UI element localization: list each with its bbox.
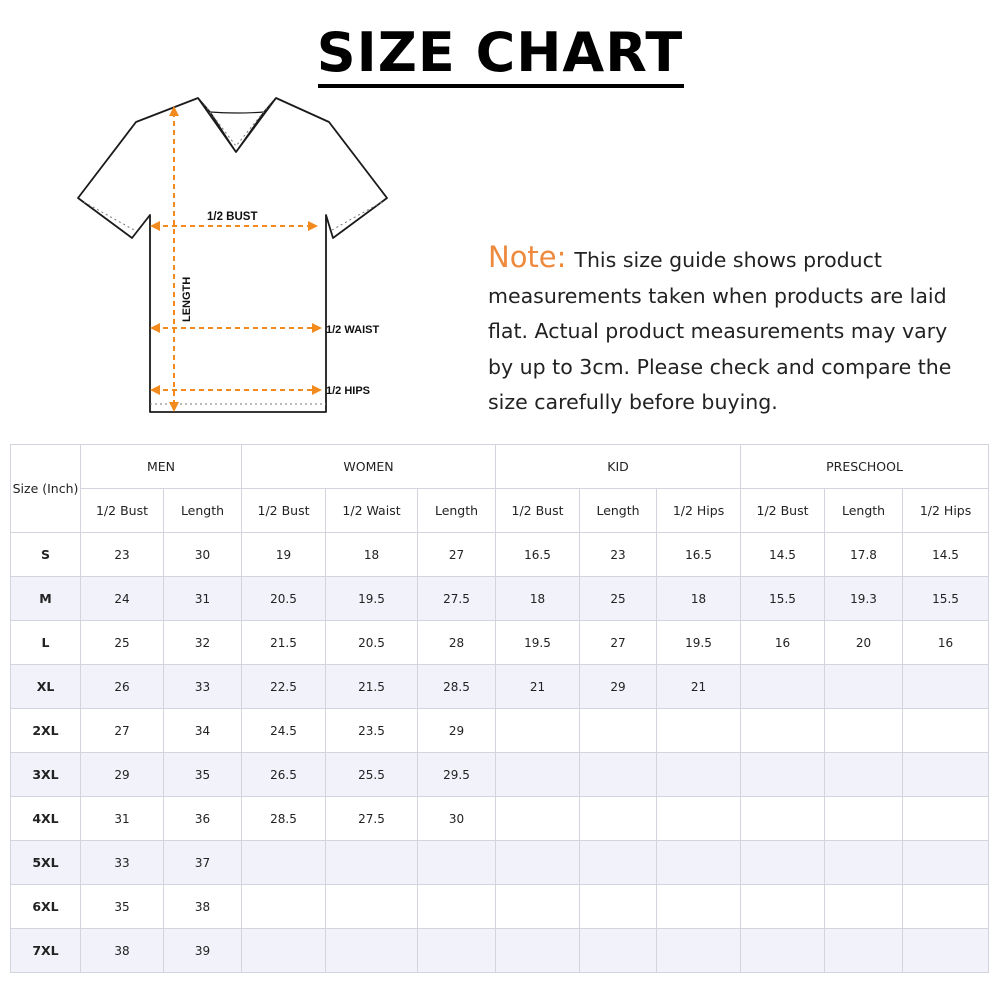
- table-cell: [741, 885, 825, 929]
- table-cell: 25: [81, 621, 164, 665]
- table-cell: 19.3: [825, 577, 903, 621]
- table-cell: 29: [418, 709, 496, 753]
- column-header: 1/2 Bust: [741, 489, 825, 533]
- table-cell: 19.5: [496, 621, 580, 665]
- table-cell: [903, 929, 989, 973]
- table-cell: 22.5: [242, 665, 326, 709]
- table-cell: [326, 885, 418, 929]
- table-row: [11, 577, 989, 621]
- table-row: [11, 753, 989, 797]
- note-block: [488, 240, 958, 421]
- table-cell: 17.8: [825, 533, 903, 577]
- table-row: [11, 929, 989, 973]
- column-header: 1/2 Bust: [81, 489, 164, 533]
- table-row: [11, 665, 989, 709]
- table-cell: [741, 753, 825, 797]
- size-label-cell: 2XL: [11, 709, 81, 753]
- table-cell: 23: [580, 533, 657, 577]
- size-column-header: Size (Inch): [11, 445, 81, 533]
- table-cell: [825, 753, 903, 797]
- table-cell: 27.5: [326, 797, 418, 841]
- table-cell: [741, 709, 825, 753]
- note-text: This size guide shows product measurements taken when products are laid flat. Actual product measurements may vary by up to 3cm. Please check and compare the size carefully before buying.: [488, 248, 952, 414]
- table-cell: [418, 929, 496, 973]
- table-cell: [496, 929, 580, 973]
- table-row: [11, 841, 989, 885]
- column-header: Length: [164, 489, 242, 533]
- length-label: LENGTH: [181, 276, 193, 322]
- size-label-cell: M: [11, 577, 81, 621]
- table-cell: [580, 885, 657, 929]
- table-cell: 34: [164, 709, 242, 753]
- title-underline: [318, 84, 684, 88]
- column-header: 1/2 Waist: [326, 489, 418, 533]
- table-cell: 25: [580, 577, 657, 621]
- size-label-cell: S: [11, 533, 81, 577]
- table-cell: [580, 753, 657, 797]
- table-cell: [418, 885, 496, 929]
- table-cell: 21: [496, 665, 580, 709]
- note-label: Note:: [488, 240, 567, 274]
- table-cell: 16: [741, 621, 825, 665]
- table-cell: 19: [242, 533, 326, 577]
- table-cell: [496, 885, 580, 929]
- table-cell: [326, 841, 418, 885]
- table-cell: 39: [164, 929, 242, 973]
- table-cell: [242, 885, 326, 929]
- column-header: 1/2 Hips: [657, 489, 741, 533]
- table-cell: [825, 929, 903, 973]
- column-header: Length: [825, 489, 903, 533]
- table-cell: 27: [81, 709, 164, 753]
- column-header: 1/2 Hips: [903, 489, 989, 533]
- table-row: [11, 533, 989, 577]
- table-cell: [741, 797, 825, 841]
- table-cell: 20.5: [242, 577, 326, 621]
- table-row: [11, 709, 989, 753]
- column-header: 1/2 Bust: [242, 489, 326, 533]
- table-cell: 18: [657, 577, 741, 621]
- table-cell: 16.5: [657, 533, 741, 577]
- size-label-cell: 7XL: [11, 929, 81, 973]
- group-header-kid: KID: [496, 445, 741, 489]
- table-cell: 38: [164, 885, 242, 929]
- table-cell: [903, 797, 989, 841]
- table-cell: 14.5: [903, 533, 989, 577]
- table-row: [11, 885, 989, 929]
- table-cell: 27: [580, 621, 657, 665]
- table-cell: 35: [164, 753, 242, 797]
- table-cell: 31: [164, 577, 242, 621]
- size-table-body: [11, 533, 989, 973]
- table-cell: [825, 841, 903, 885]
- table-cell: 35: [81, 885, 164, 929]
- table-cell: 21.5: [242, 621, 326, 665]
- table-cell: [825, 797, 903, 841]
- table-cell: 28: [418, 621, 496, 665]
- table-cell: 14.5: [741, 533, 825, 577]
- table-cell: [580, 797, 657, 841]
- table-cell: 36: [164, 797, 242, 841]
- table-cell: 29: [580, 665, 657, 709]
- table-cell: 19.5: [326, 577, 418, 621]
- size-label-cell: 5XL: [11, 841, 81, 885]
- table-cell: [496, 841, 580, 885]
- table-cell: [903, 665, 989, 709]
- table-cell: [242, 929, 326, 973]
- table-cell: [657, 841, 741, 885]
- table-cell: [741, 841, 825, 885]
- table-cell: [825, 665, 903, 709]
- size-label-cell: 3XL: [11, 753, 81, 797]
- table-cell: 30: [164, 533, 242, 577]
- group-header-row: [11, 445, 989, 489]
- table-cell: [825, 885, 903, 929]
- table-cell: 32: [164, 621, 242, 665]
- table-cell: [580, 929, 657, 973]
- group-header-men: MEN: [81, 445, 242, 489]
- table-cell: [741, 929, 825, 973]
- column-header: Length: [580, 489, 657, 533]
- table-cell: [903, 709, 989, 753]
- table-cell: 25.5: [326, 753, 418, 797]
- table-cell: [903, 753, 989, 797]
- size-label-cell: XL: [11, 665, 81, 709]
- table-cell: [657, 797, 741, 841]
- column-header: 1/2 Bust: [496, 489, 580, 533]
- table-cell: 24.5: [242, 709, 326, 753]
- table-cell: 29: [81, 753, 164, 797]
- group-header-women: WOMEN: [242, 445, 496, 489]
- table-cell: [242, 841, 326, 885]
- table-cell: 16.5: [496, 533, 580, 577]
- table-cell: 18: [326, 533, 418, 577]
- table-cell: 15.5: [903, 577, 989, 621]
- table-cell: 21: [657, 665, 741, 709]
- table-cell: 31: [81, 797, 164, 841]
- size-label-cell: 6XL: [11, 885, 81, 929]
- table-cell: [657, 709, 741, 753]
- table-cell: [741, 665, 825, 709]
- size-label-cell: 4XL: [11, 797, 81, 841]
- table-cell: [496, 709, 580, 753]
- table-cell: [496, 797, 580, 841]
- table-cell: 27: [418, 533, 496, 577]
- table-cell: 33: [164, 665, 242, 709]
- table-cell: 28.5: [242, 797, 326, 841]
- waist-label: 1/2 WAIST: [326, 324, 380, 336]
- table-cell: [496, 753, 580, 797]
- table-cell: 19.5: [657, 621, 741, 665]
- size-table: [10, 444, 989, 973]
- bust-label: 1/2 BUST: [207, 211, 258, 223]
- table-cell: 28.5: [418, 665, 496, 709]
- table-cell: [580, 841, 657, 885]
- table-cell: 16: [903, 621, 989, 665]
- table-cell: [657, 753, 741, 797]
- table-cell: 23.5: [326, 709, 418, 753]
- table-cell: [580, 709, 657, 753]
- table-cell: [657, 885, 741, 929]
- column-header-row: [11, 489, 989, 533]
- hips-label: 1/2 HIPS: [326, 385, 371, 397]
- table-cell: 33: [81, 841, 164, 885]
- table-cell: 15.5: [741, 577, 825, 621]
- table-cell: 24: [81, 577, 164, 621]
- table-cell: 29.5: [418, 753, 496, 797]
- table-cell: 20: [825, 621, 903, 665]
- table-cell: 27.5: [418, 577, 496, 621]
- table-cell: 26.5: [242, 753, 326, 797]
- table-cell: 20.5: [326, 621, 418, 665]
- table-row: [11, 797, 989, 841]
- table-cell: [326, 929, 418, 973]
- table-cell: 23: [81, 533, 164, 577]
- table-cell: [418, 841, 496, 885]
- table-cell: [825, 709, 903, 753]
- table-cell: 21.5: [326, 665, 418, 709]
- table-cell: [903, 841, 989, 885]
- table-cell: [657, 929, 741, 973]
- tshirt-measurement-diagram: [70, 90, 410, 425]
- tshirt-outline: [78, 98, 387, 412]
- table-cell: 18: [496, 577, 580, 621]
- group-header-preschool: PRESCHOOL: [741, 445, 989, 489]
- table-cell: [903, 885, 989, 929]
- page-title: SIZE CHART: [316, 21, 684, 84]
- table-cell: 38: [81, 929, 164, 973]
- table-cell: 30: [418, 797, 496, 841]
- size-label-cell: L: [11, 621, 81, 665]
- table-row: [11, 621, 989, 665]
- column-header: Length: [418, 489, 496, 533]
- table-cell: 26: [81, 665, 164, 709]
- table-cell: 37: [164, 841, 242, 885]
